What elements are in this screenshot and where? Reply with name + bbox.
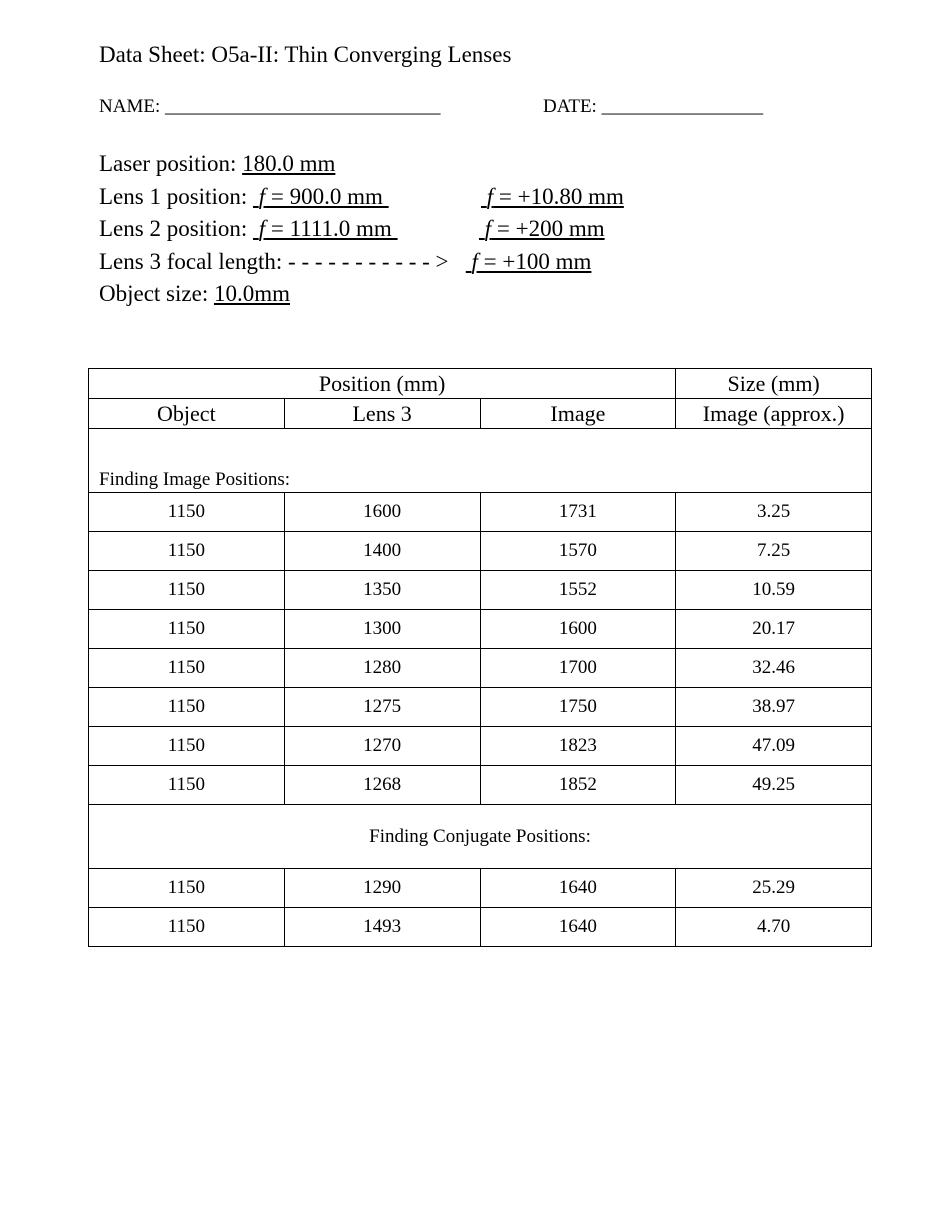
lens3-position-cell: 1290 xyxy=(284,869,480,908)
image-position-cell: 1600 xyxy=(480,610,676,649)
object-size-line xyxy=(99,278,624,311)
lens2-position-line xyxy=(99,213,624,246)
object-position-cell: 1150 xyxy=(89,493,285,532)
image-position-cell: 1640 xyxy=(480,869,676,908)
lens1-focal-length: f = +10.80 mm xyxy=(486,183,624,209)
table-row xyxy=(89,766,872,805)
column-header-lens3: Lens 3 xyxy=(284,399,480,429)
image-position-cell: 1552 xyxy=(480,571,676,610)
size-group-header: Size (mm) xyxy=(676,369,872,399)
image-size-cell: 20.17 xyxy=(676,610,872,649)
date-field-label: DATE: _________________ xyxy=(543,96,764,117)
table-row xyxy=(89,493,872,532)
image-size-cell: 32.46 xyxy=(676,649,872,688)
table-column-header-row xyxy=(89,399,872,429)
lens3-position-cell: 1275 xyxy=(284,688,480,727)
image-size-cell: 49.25 xyxy=(676,766,872,805)
section-row-conjugate-positions xyxy=(89,805,872,869)
table-row xyxy=(89,869,872,908)
object-position-cell: 1150 xyxy=(89,571,285,610)
table-row xyxy=(89,571,872,610)
table-group-header-row xyxy=(89,369,872,399)
image-size-cell: 47.09 xyxy=(676,727,872,766)
laser-position-line xyxy=(99,148,624,181)
image-position-cell: 1570 xyxy=(480,532,676,571)
object-position-cell: 1150 xyxy=(89,908,285,947)
image-size-cell: 3.25 xyxy=(676,493,872,532)
image-size-cell: 38.97 xyxy=(676,688,872,727)
lens3-position-cell: 1493 xyxy=(284,908,480,947)
column-header-image: Image xyxy=(480,399,676,429)
image-size-cell: 7.25 xyxy=(676,532,872,571)
position-group-header: Position (mm) xyxy=(89,369,676,399)
data-table xyxy=(88,368,872,947)
table-row xyxy=(89,610,872,649)
section-row-image-positions xyxy=(89,429,872,493)
lens3-position-cell: 1600 xyxy=(284,493,480,532)
image-position-cell: 1700 xyxy=(480,649,676,688)
lens3-position-cell: 1270 xyxy=(284,727,480,766)
table-row xyxy=(89,649,872,688)
lens3-position-cell: 1300 xyxy=(284,610,480,649)
section-label-image-positions: Finding Image Positions: xyxy=(99,469,291,490)
name-field-label: NAME: _____________________________ xyxy=(99,96,441,117)
object-position-cell: 1150 xyxy=(89,766,285,805)
lens2-focal-length: f = +200 mm xyxy=(484,216,605,241)
object-position-cell: 1150 xyxy=(89,688,285,727)
lens1-position-line xyxy=(99,181,624,214)
object-position-cell: 1150 xyxy=(89,727,285,766)
image-position-cell: 1750 xyxy=(480,688,676,727)
lens3-position-cell: 1268 xyxy=(284,766,480,805)
table-row xyxy=(89,908,872,947)
lens3-position-cell: 1400 xyxy=(284,532,480,571)
laser-position-label: Laser position: xyxy=(99,151,243,176)
object-position-cell: 1150 xyxy=(89,532,285,571)
lens3-position-cell: 1350 xyxy=(284,571,480,610)
object-position-cell: 1150 xyxy=(89,649,285,688)
object-position-cell: 1150 xyxy=(89,610,285,649)
section-label-conjugate-positions: Finding Conjugate Positions: xyxy=(89,805,872,869)
image-size-cell: 25.29 xyxy=(676,869,872,908)
lens3-focal-line xyxy=(99,246,624,279)
column-header-object: Object xyxy=(89,399,285,429)
setup-parameters xyxy=(99,148,624,311)
lens3-focal-label: Lens 3 focal length: - - - - - - - - - - - > xyxy=(99,248,466,274)
table-row xyxy=(89,688,872,727)
image-position-cell: 1852 xyxy=(480,766,676,805)
image-position-cell: 1731 xyxy=(480,493,676,532)
image-size-cell: 10.59 xyxy=(676,571,872,610)
laser-position-value: 180.0 mm xyxy=(242,151,336,176)
lens2-position-value: f = 1111.0 mm xyxy=(258,216,398,241)
lens3-position-cell: 1280 xyxy=(284,649,480,688)
image-position-cell: 1640 xyxy=(480,908,676,947)
image-size-cell: 4.70 xyxy=(676,908,872,947)
object-size-label: Object size: xyxy=(99,281,214,306)
lens3-focal-length: f = +100 mm xyxy=(471,248,592,274)
table-row xyxy=(89,532,872,571)
image-position-cell: 1823 xyxy=(480,727,676,766)
page-title: Data Sheet: O5a-II: Thin Converging Lenses xyxy=(99,42,512,67)
object-size-value: 10.0mm xyxy=(213,281,290,306)
column-header-image-size: Image (approx.) xyxy=(676,399,872,429)
object-position-cell: 1150 xyxy=(89,869,285,908)
table-row xyxy=(89,727,872,766)
lens1-position-label: Lens 1 position: xyxy=(99,183,253,209)
lens1-position-value: f = 900.0 mm xyxy=(258,183,389,209)
lens2-position-label: Lens 2 position: xyxy=(99,216,253,241)
